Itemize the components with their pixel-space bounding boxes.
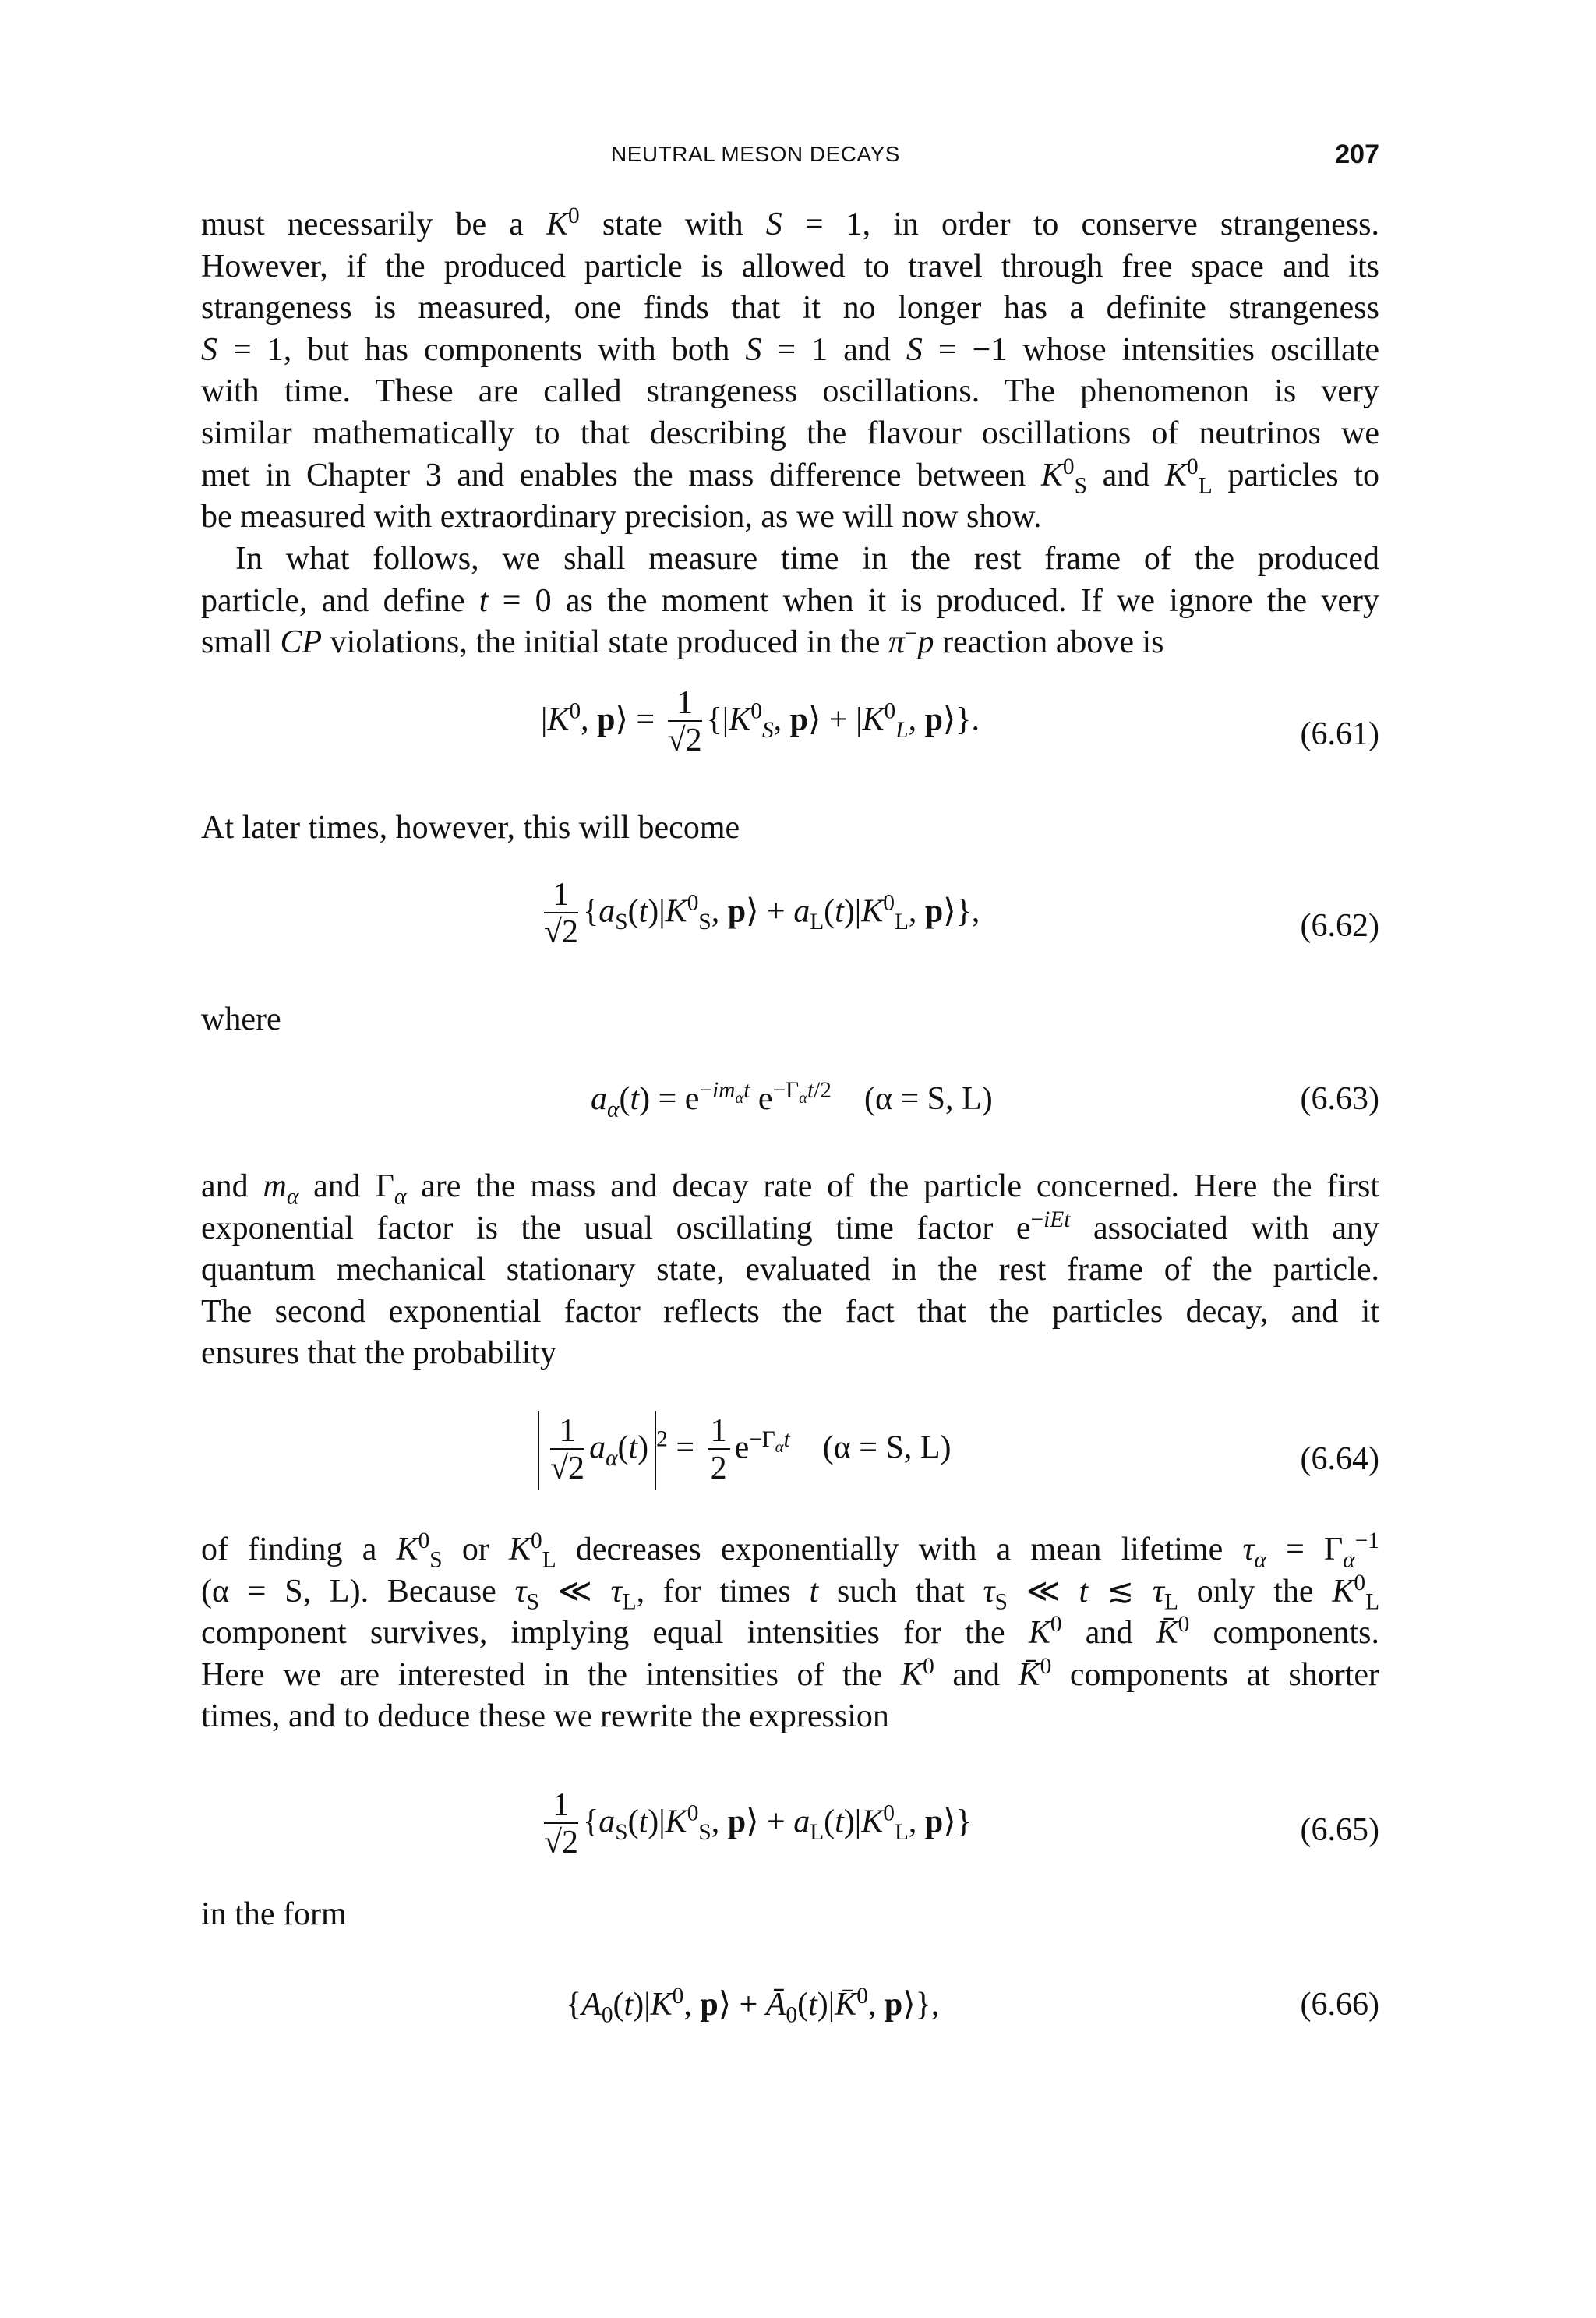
- text-line: must necessarily be a $K^0$ state with S = 1, in order to conserve strangeness.: [201, 203, 1380, 242]
- paragraph-5: [201, 1166, 1379, 1375]
- text-line: particle, and define t = 0 as the moment when it is produced. If we ignore the very: [201, 582, 1380, 619]
- text-line: of finding a $K^0_S$ or $K^0_L$ decreases exponentially with a mean lifetime $\tau_\alpha = \Gamma_\alpha^{-1}$: [201, 1528, 1380, 1573]
- equation-6-64: [201, 1411, 1379, 1504]
- equation-6-66: [201, 1984, 1379, 2078]
- text-line: strangeness is measured, one finds that it no longer has a definite strangeness: [201, 290, 1379, 327]
- text-line: The second exponential factor reflects the fact that the particles decay, and it: [201, 1293, 1379, 1330]
- equation-body: $\frac{1}{√2}$ {$a_S(t)|K^0_S$, p⟩ + $a_L(t)|K^0_L$, p⟩}: [544, 1787, 972, 1860]
- paragraph-7: [201, 1894, 1379, 1936]
- equation-number: (6.63): [1300, 1081, 1379, 1117]
- equation-number: (6.66): [1300, 1987, 1379, 2023]
- equation-body: $|K^0$, p⟩ = $\frac{1}{√2}$ {$|K^0_S$, p⟩ + $|K^0_L$, p⟩}.: [541, 685, 980, 758]
- text-line: quantum mechanical stationary state, evaluated in the rest frame of the particle.: [201, 1252, 1379, 1288]
- equation-number: (6.61): [1300, 716, 1379, 752]
- text-line: similar mathematically to that describing the flavour oscillations of neutrinos we: [201, 415, 1379, 451]
- text-line: exponential factor is the usual oscillating time factor $e^{-iEt}$ associated with any: [201, 1207, 1379, 1246]
- text-line: met in Chapter 3 and enables the mass difference between $K^0_S$ and $K^0_L$ particles to: [201, 454, 1379, 498]
- paragraph-1: [201, 204, 1379, 539]
- text-line: in the form: [201, 1896, 347, 1932]
- equation-number: (6.65): [1300, 1812, 1379, 1848]
- text-line: small CP violations, the initial state produced in the π−p reaction above is: [201, 621, 1164, 661]
- text-line: Here we are interested in the intensities of the $K^0$ and K̄$^0$ components at shorter: [201, 1653, 1379, 1693]
- equation-6-61: [201, 686, 1379, 779]
- text-line: with time. These are called strangeness oscillations. The phenomenon is very: [201, 373, 1379, 410]
- page-number: 207: [1335, 140, 1379, 169]
- equation-body: $a_\alpha(t) = e^{-im_\alpha t}$ $e^{-\Gamma_\alpha t/2}$ (α = S, L): [591, 1078, 993, 1122]
- text-line: and $m_\alpha$ and $\Gamma_\alpha$ are the mass and decay rate of the particle concerned. Here the first: [201, 1168, 1379, 1210]
- equation-body: {$A_0(t)|K^0$, p⟩ + $Ā_0(t)|K̄^0$, p⟩},: [566, 1984, 940, 2028]
- text-line: times, and to deduce these we rewrite the expression: [201, 1698, 889, 1735]
- equation-number: (6.64): [1300, 1441, 1379, 1477]
- paragraph-2: [201, 539, 1379, 664]
- text-line: where: [201, 1002, 281, 1037]
- running-title: NEUTRAL MESON DECAYS: [611, 142, 900, 166]
- equation-body: $\frac{1}{√2}$ {$a_S(t)|K^0_S$, p⟩ + $a_L(t)|K^0_L$, p⟩},: [544, 877, 980, 950]
- equation-6-62: [201, 878, 1379, 971]
- paragraph-6: [201, 1529, 1379, 1738]
- equation-body: $\frac{1}{√2}$ $a_\alpha(t) ^2$ = $\frac{1}{2}$ $e^{-\Gamma_\alpha t}$ (α = S, L): [538, 1411, 951, 1490]
- text-line: component survives, implying equal intensities for the $K^0$ and K̄$^0$ components.: [201, 1612, 1379, 1652]
- equation-number: (6.62): [1300, 908, 1379, 944]
- running-head: [0, 139, 1596, 170]
- text-line: However, if the produced particle is allowed to travel through free space and its: [201, 248, 1379, 284]
- paragraph-3: [201, 807, 1379, 850]
- text-line: At later times, however, this will become: [201, 810, 740, 846]
- text-line: be measured with extraordinary precision, as we will now show.: [201, 499, 1042, 535]
- equation-6-63: [201, 1079, 1379, 1172]
- paragraph-4: [201, 999, 1379, 1041]
- text-line: In what follows, we shall measure time in the rest frame of the produced: [235, 541, 1379, 577]
- equation-6-65: [201, 1788, 1379, 1882]
- text-line: S = 1, but has components with both S = 1 and S = −1 whose intensities oscillate: [201, 331, 1380, 368]
- text-line: (α = S, L). Because $\tau_S$ ≪ $\tau_L$, for times t such that $\tau_S$ ≪ t ≲ $\tau_L$ only the $K^0_L$: [201, 1570, 1380, 1614]
- text-line: ensures that the probability: [201, 1335, 557, 1372]
